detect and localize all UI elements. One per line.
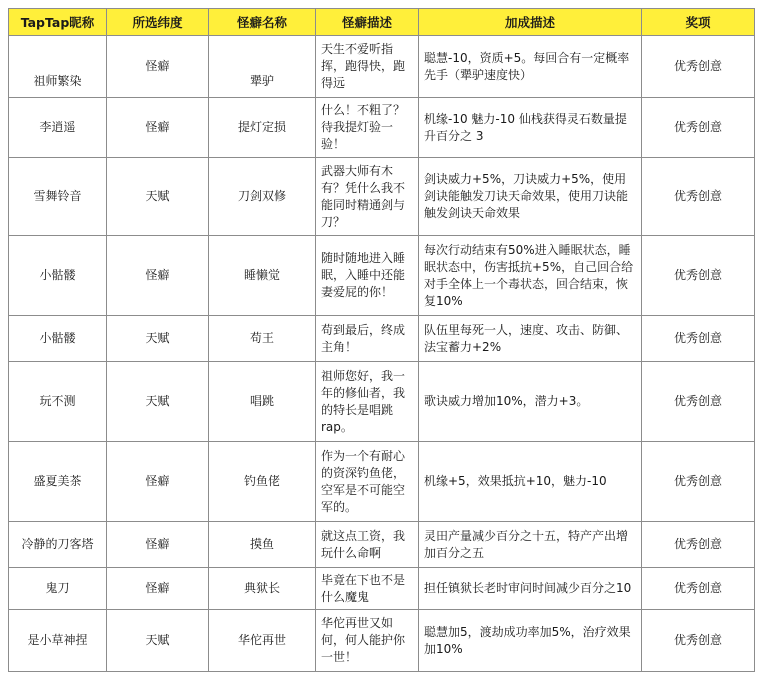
quirk-name-cell: 苟王 (209, 316, 316, 362)
award-cell: 优秀创意 (642, 316, 755, 362)
header-quirk-description: 怪癖描述 (316, 9, 419, 36)
quirk-name-cell: 刀剑双修 (209, 158, 316, 236)
header-quirk-name: 怪癖名称 (209, 9, 316, 36)
header-nickname: TapTap昵称 (9, 9, 107, 36)
award-cell: 优秀创意 (642, 36, 755, 98)
table-row (9, 522, 755, 568)
award-cell: 优秀创意 (642, 442, 755, 522)
nickname-cell: 冷静的刀客塔 (9, 522, 107, 568)
dimension-cell: 天赋 (107, 362, 209, 442)
dimension-cell: 怪癖 (107, 236, 209, 316)
table-row (9, 236, 755, 316)
nickname-cell: 小骷髅 (9, 236, 107, 316)
dimension-cell: 怪癖 (107, 522, 209, 568)
quirk-description-cell: 祖师您好，我一年的修仙者，我的特长是唱跳rap。 (316, 362, 419, 442)
header-award: 奖项 (642, 9, 755, 36)
bonus-description-cell: 机缘-10 魅力-10 仙栈获得灵石数量提升百分之 3 (419, 98, 642, 158)
nickname-cell: 祖师繁染 (9, 36, 107, 98)
dimension-cell: 天赋 (107, 158, 209, 236)
award-cell: 优秀创意 (642, 522, 755, 568)
dimension-cell: 怪癖 (107, 36, 209, 98)
table-row (9, 610, 755, 672)
quirk-name-cell: 典狱长 (209, 568, 316, 610)
bonus-description-cell: 担任镇狱长老时审问时间减少百分之10 (419, 568, 642, 610)
nickname-cell: 小骷髅 (9, 316, 107, 362)
bonus-description-cell: 歌诀威力增加10%，潜力+3。 (419, 362, 642, 442)
quirk-description-cell: 武器大师有木有？凭什么我不能同时精通剑与刀？ (316, 158, 419, 236)
award-cell: 优秀创意 (642, 610, 755, 672)
table-row (9, 36, 755, 98)
quirk-name-cell: 提灯定损 (209, 98, 316, 158)
quirk-name-cell: 摸鱼 (209, 522, 316, 568)
bonus-description-cell: 剑诀威力+5%，刀诀威力+5%，使用剑诀能触发刀诀天命效果，使用刀诀能触发剑诀天命效果 (419, 158, 642, 236)
quirk-description-cell: 毕竟在下也不是什么魔鬼 (316, 568, 419, 610)
quirk-description-cell: 什么！不粗了？待我提灯验一验！ (316, 98, 419, 158)
award-cell: 优秀创意 (642, 98, 755, 158)
dimension-cell: 怪癖 (107, 98, 209, 158)
award-cell: 优秀创意 (642, 236, 755, 316)
nickname-cell: 玩不测 (9, 362, 107, 442)
dimension-cell: 怪癖 (107, 442, 209, 522)
quirk-name-cell: 犟驴 (209, 36, 316, 98)
bonus-description-cell: 聪慧加5，渡劫成功率加5%，治疗效果加10% (419, 610, 642, 672)
table-row (9, 98, 755, 158)
dimension-cell: 天赋 (107, 610, 209, 672)
quirk-description-cell: 天生不爱听指挥，跑得快，跑得远 (316, 36, 419, 98)
quirk-description-cell: 苟到最后，终成主角！ (316, 316, 419, 362)
dimension-cell: 天赋 (107, 316, 209, 362)
bonus-description-cell: 聪慧-10，资质+5。每回合有一定概率先手（犟驴速度快） (419, 36, 642, 98)
bonus-description-cell: 灵田产量减少百分之十五，特产产出增加百分之五 (419, 522, 642, 568)
quirk-name-cell: 钓鱼佬 (209, 442, 316, 522)
bonus-description-cell: 每次行动结束有50%进入睡眠状态，睡眠状态中，伤害抵抗+5%，自己回合给对手全体上一个毒状态，回合结束，恢复10% (419, 236, 642, 316)
nickname-cell: 李逍遥 (9, 98, 107, 158)
table-row (9, 568, 755, 610)
award-cell: 优秀创意 (642, 568, 755, 610)
dimension-cell: 怪癖 (107, 568, 209, 610)
quirk-name-cell: 睡懒觉 (209, 236, 316, 316)
header-dimension: 所选纬度 (107, 9, 209, 36)
table-row (9, 158, 755, 236)
bonus-description-cell: 机缘+5，效果抵抗+10，魅力-10 (419, 442, 642, 522)
award-cell: 优秀创意 (642, 362, 755, 442)
header-row (9, 9, 755, 36)
awards-table (8, 8, 755, 672)
nickname-cell: 盛夏美茶 (9, 442, 107, 522)
bonus-description-cell: 队伍里每死一人，速度、攻击、防御、法宝蓄力+2% (419, 316, 642, 362)
nickname-cell: 雪舞铃音 (9, 158, 107, 236)
quirk-name-cell: 华佗再世 (209, 610, 316, 672)
header-bonus-description: 加成描述 (419, 9, 642, 36)
table-row (9, 316, 755, 362)
table-row (9, 442, 755, 522)
quirk-description-cell: 华佗再世又如何，何人能护你一世！ (316, 610, 419, 672)
nickname-cell: 鬼刀 (9, 568, 107, 610)
quirk-description-cell: 随时随地进入睡眠，入睡中还能妻爱屁的你！ (316, 236, 419, 316)
table-row (9, 362, 755, 442)
quirk-description-cell: 就这点工资，我玩什么命啊 (316, 522, 419, 568)
quirk-description-cell: 作为一个有耐心的资深钓鱼佬，空军是不可能空军的。 (316, 442, 419, 522)
award-cell: 优秀创意 (642, 158, 755, 236)
nickname-cell: 是小草神捏 (9, 610, 107, 672)
quirk-name-cell: 唱跳 (209, 362, 316, 442)
